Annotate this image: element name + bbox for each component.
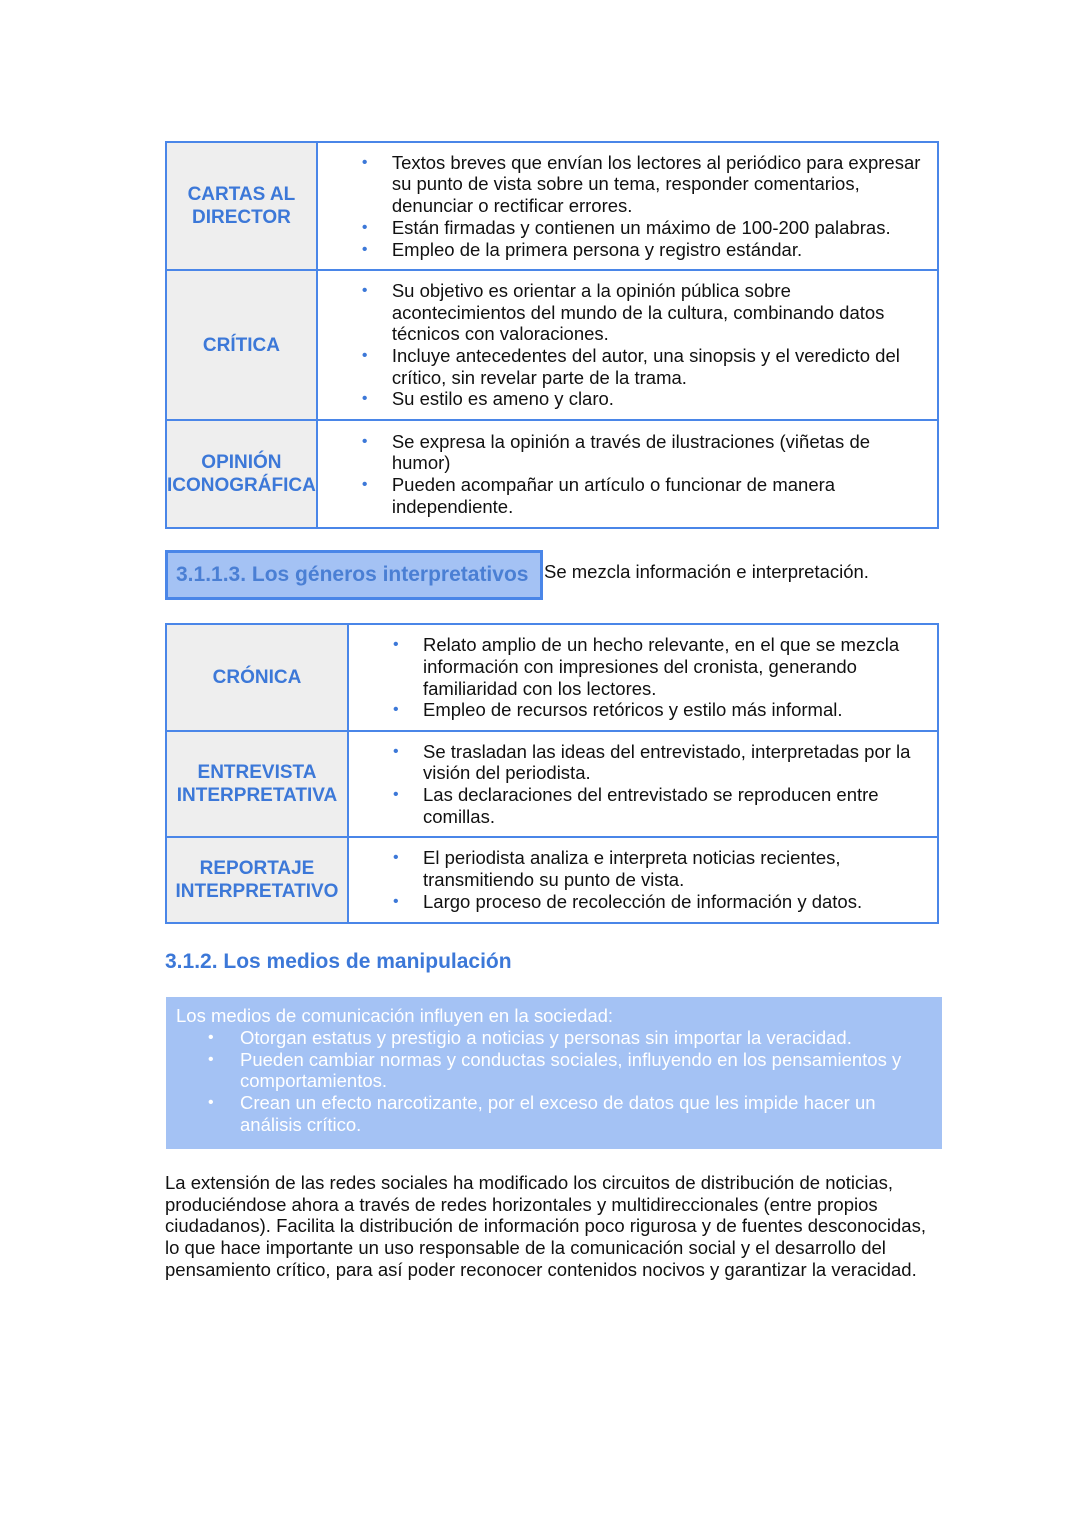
table-row	[166, 270, 938, 420]
list-item: • Pueden acompañar un artículo o funcionar de manera independiente.	[392, 474, 929, 517]
list-item: • Su objetivo es orientar a la opinión pública sobre acontecimientos del mundo de la cultura, combinando datos técnicos con valoraciones.	[392, 280, 929, 345]
box-intro: Los medios de comunicación influyen en la sociedad:	[176, 1005, 614, 1026]
list-item: • Empleo de recursos retóricos y estilo más informal.	[423, 699, 929, 721]
list-item: • Pueden cambiar normas y conductas sociales, influyendo en los pensamientos y comportamientos.	[240, 1049, 934, 1092]
list-item: • El periodista analiza e interpreta noticias recientes, transmitiendo su punto de vista.	[423, 847, 929, 890]
genre-label: CRÍTICA	[166, 270, 317, 420]
table-row	[166, 420, 938, 528]
body-paragraph: La extensión de las redes sociales ha modificado los circuitos de distribución de noticias, produciéndose ahora a través de redes horizontales y multidireccionales (entre propios ciudadanos). Facilita la distribución de información poco rigurosa y de fuentes desconocidas, lo que hace importante un uso responsable de la comunicación social y el desarrollo del pensamiento crítico, para así poder reconocer contenidos nocivos y garantizar la veracidad.	[165, 1172, 926, 1280]
table-row	[166, 731, 938, 837]
genre-label: ENTREVISTA INTERPRETATIVA	[166, 731, 348, 837]
opinion-genres-table	[165, 141, 939, 529]
list-item: • Se trasladan las ideas del entrevistado, interpretadas por la visión del periodista.	[423, 741, 929, 784]
genre-label: CRÓNICA	[166, 624, 348, 731]
section-heading-manipulation: 3.1.2. Los medios de manipulación	[165, 950, 512, 973]
table-row	[166, 142, 938, 270]
list-item: • Las declaraciones del entrevistado se reproducen entre comillas.	[423, 784, 929, 827]
list-item: • Su estilo es ameno y claro.	[392, 388, 929, 410]
section-heading-interpretive: 3.1.1.3. Los géneros interpretativos	[165, 550, 543, 600]
list-item: • Empleo de la primera persona y registro estándar.	[392, 239, 929, 261]
table-row	[166, 837, 938, 923]
list-item: • Están firmadas y contienen un máximo de 100-200 palabras.	[392, 217, 929, 239]
list-item: • Incluye antecedentes del autor, una sinopsis y el veredicto del crítico, sin revelar parte de la trama.	[392, 345, 929, 388]
list-item: • Otorgan estatus y prestigio a noticias y personas sin importar la veracidad.	[240, 1027, 934, 1049]
genre-label: CARTAS AL DIRECTOR	[166, 142, 317, 270]
list-item: • Largo proceso de recolección de información y datos.	[423, 891, 929, 913]
list-item: • Relato amplio de un hecho relevante, en el que se mezcla información con impresiones del cronista, generando familiaridad con los lectores.	[423, 634, 929, 699]
list-item: • Se expresa la opinión a través de ilustraciones (viñetas de humor)	[392, 431, 929, 474]
genre-label: OPINIÓN ICONOGRÁFICA	[166, 420, 317, 528]
list-item: • Crean un efecto narcotizante, por el exceso de datos que les impide hacer un análisis crítico.	[240, 1092, 934, 1135]
genre-label: REPORTAJE INTERPRETATIVO	[166, 837, 348, 923]
highlight-box	[166, 997, 942, 1149]
list-item: • Textos breves que envían los lectores al periódico para expresar su punto de vista sobre un tema, responder comentarios, denunciar o rectificar errores.	[392, 152, 929, 217]
interpretive-genres-table	[165, 623, 939, 924]
table-row	[166, 624, 938, 731]
section-note: Se mezcla información e interpretación.	[544, 561, 869, 582]
